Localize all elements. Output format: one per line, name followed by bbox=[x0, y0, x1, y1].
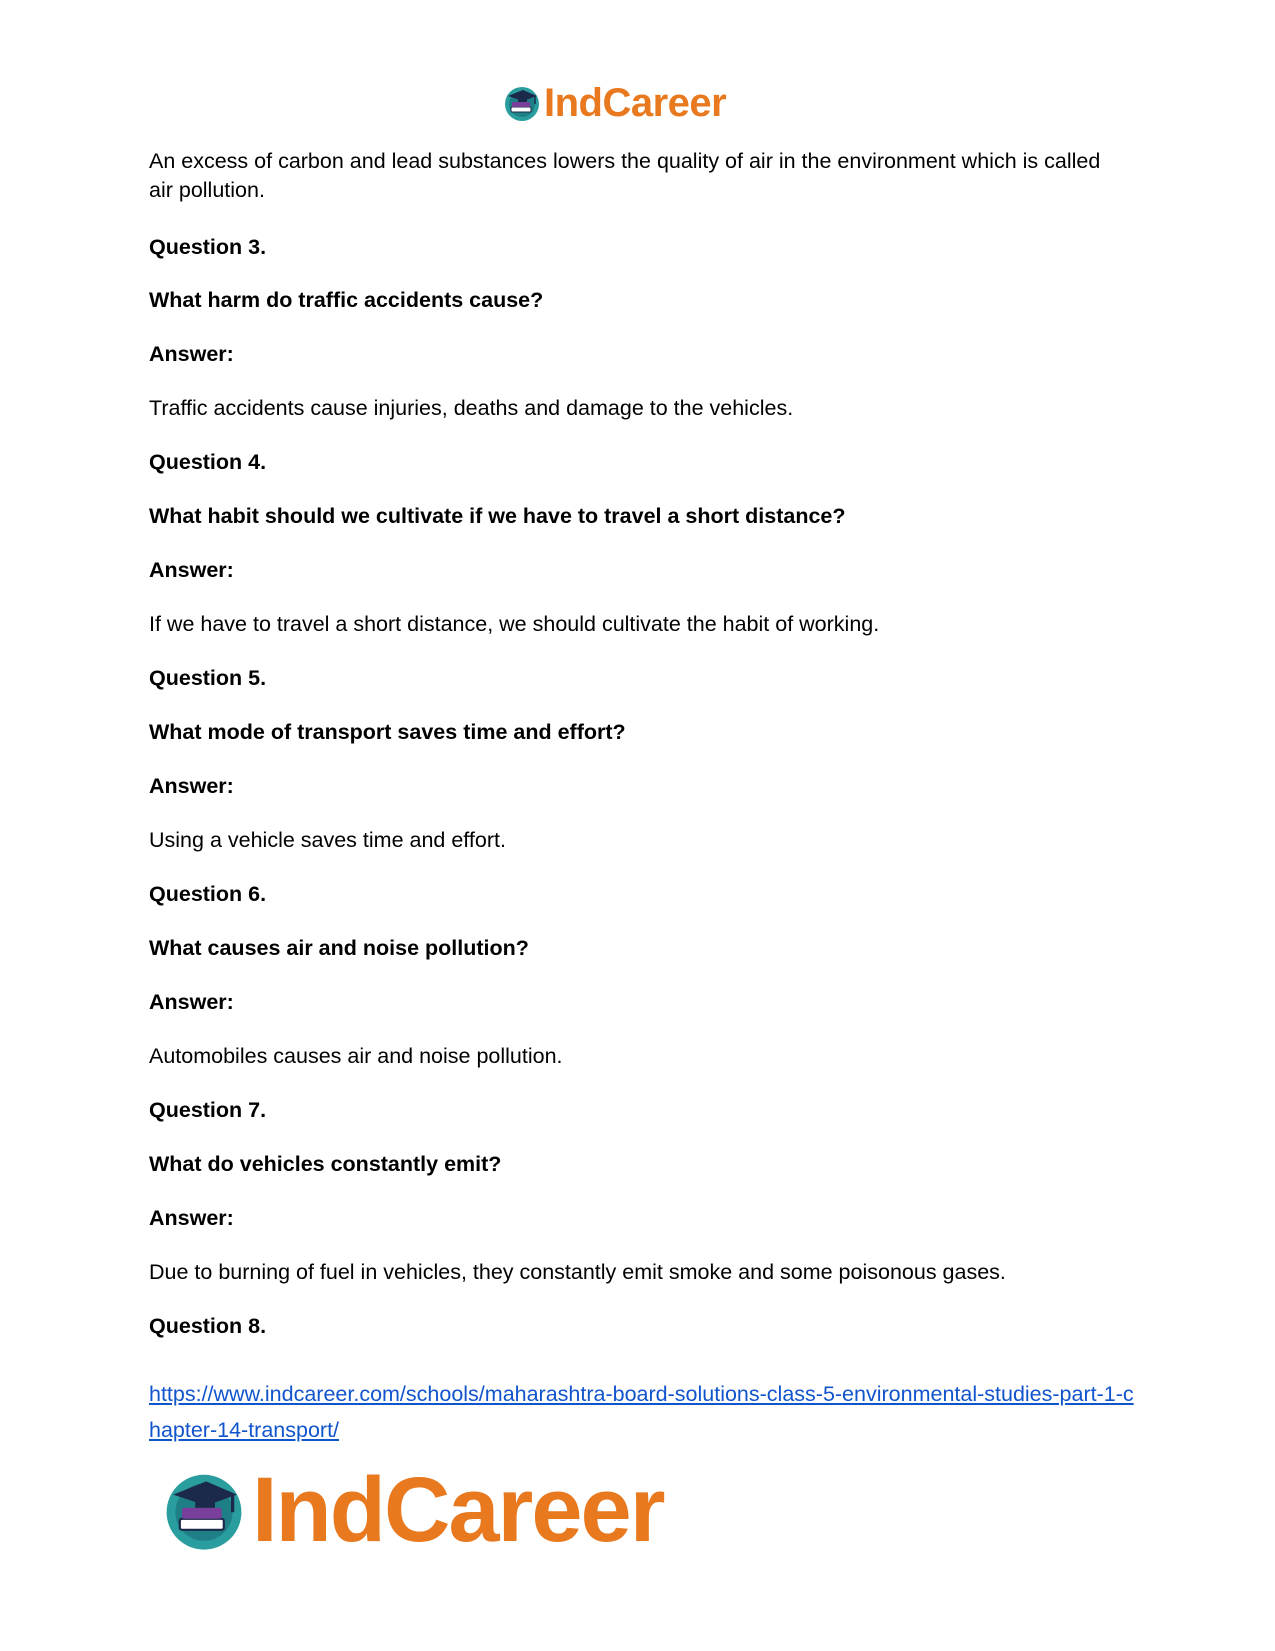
header-logo bbox=[502, 80, 726, 126]
answer-label: Answer: bbox=[149, 774, 234, 798]
question-label: Question 4. bbox=[149, 450, 267, 474]
answer-text: Traffic accidents cause injuries, deaths and damage to the vehicles. bbox=[149, 396, 794, 420]
answer-label: Answer: bbox=[149, 342, 234, 366]
answer-text: Due to burning of fuel in vehicles, they constantly emit smoke and some poisonous gases. bbox=[149, 1260, 1006, 1284]
question-label: Question 5. bbox=[149, 666, 267, 690]
answer-text: Using a vehicle saves time and effort. bbox=[149, 828, 506, 852]
answer-text: Automobiles causes air and noise pollution. bbox=[149, 1044, 563, 1068]
graduation-cap-books-icon bbox=[160, 1466, 248, 1554]
question-label: Question 6. bbox=[149, 882, 267, 906]
answer-label: Answer: bbox=[149, 558, 234, 582]
intro-paragraph bbox=[149, 147, 1129, 205]
question-text: What do vehicles constantly emit? bbox=[149, 1152, 502, 1176]
answer-label: Answer: bbox=[149, 1206, 234, 1230]
question-text: What habit should we cultivate if we have to travel a short distance? bbox=[149, 504, 846, 528]
question-label: Question 3. bbox=[149, 235, 267, 259]
answer-text: If we have to travel a short distance, we should cultivate the habit of working. bbox=[149, 612, 880, 636]
header-logo-text: IndCareer bbox=[544, 81, 727, 125]
question-text: What mode of transport saves time and effort? bbox=[149, 720, 626, 744]
footer-logo-text: IndCareer bbox=[252, 1459, 664, 1561]
question-label: Question 7. bbox=[149, 1098, 267, 1122]
graduation-cap-books-icon bbox=[502, 83, 542, 123]
footer-logo bbox=[160, 1460, 664, 1560]
question-text: What harm do traffic accidents cause? bbox=[149, 288, 544, 312]
intro-text: An excess of carbon and lead substances lowers the quality of air in the environment which is called air pollution. bbox=[149, 149, 1101, 202]
source-url-link[interactable]: https://www.indcareer.com/schools/maharashtra-board-solutions-class-5-environmental-studies-part-1-chapter-14-transport/ bbox=[149, 1382, 1134, 1442]
question-text: What causes air and noise pollution? bbox=[149, 936, 529, 960]
question-label: Question 8. bbox=[149, 1314, 267, 1338]
answer-label: Answer: bbox=[149, 990, 234, 1014]
